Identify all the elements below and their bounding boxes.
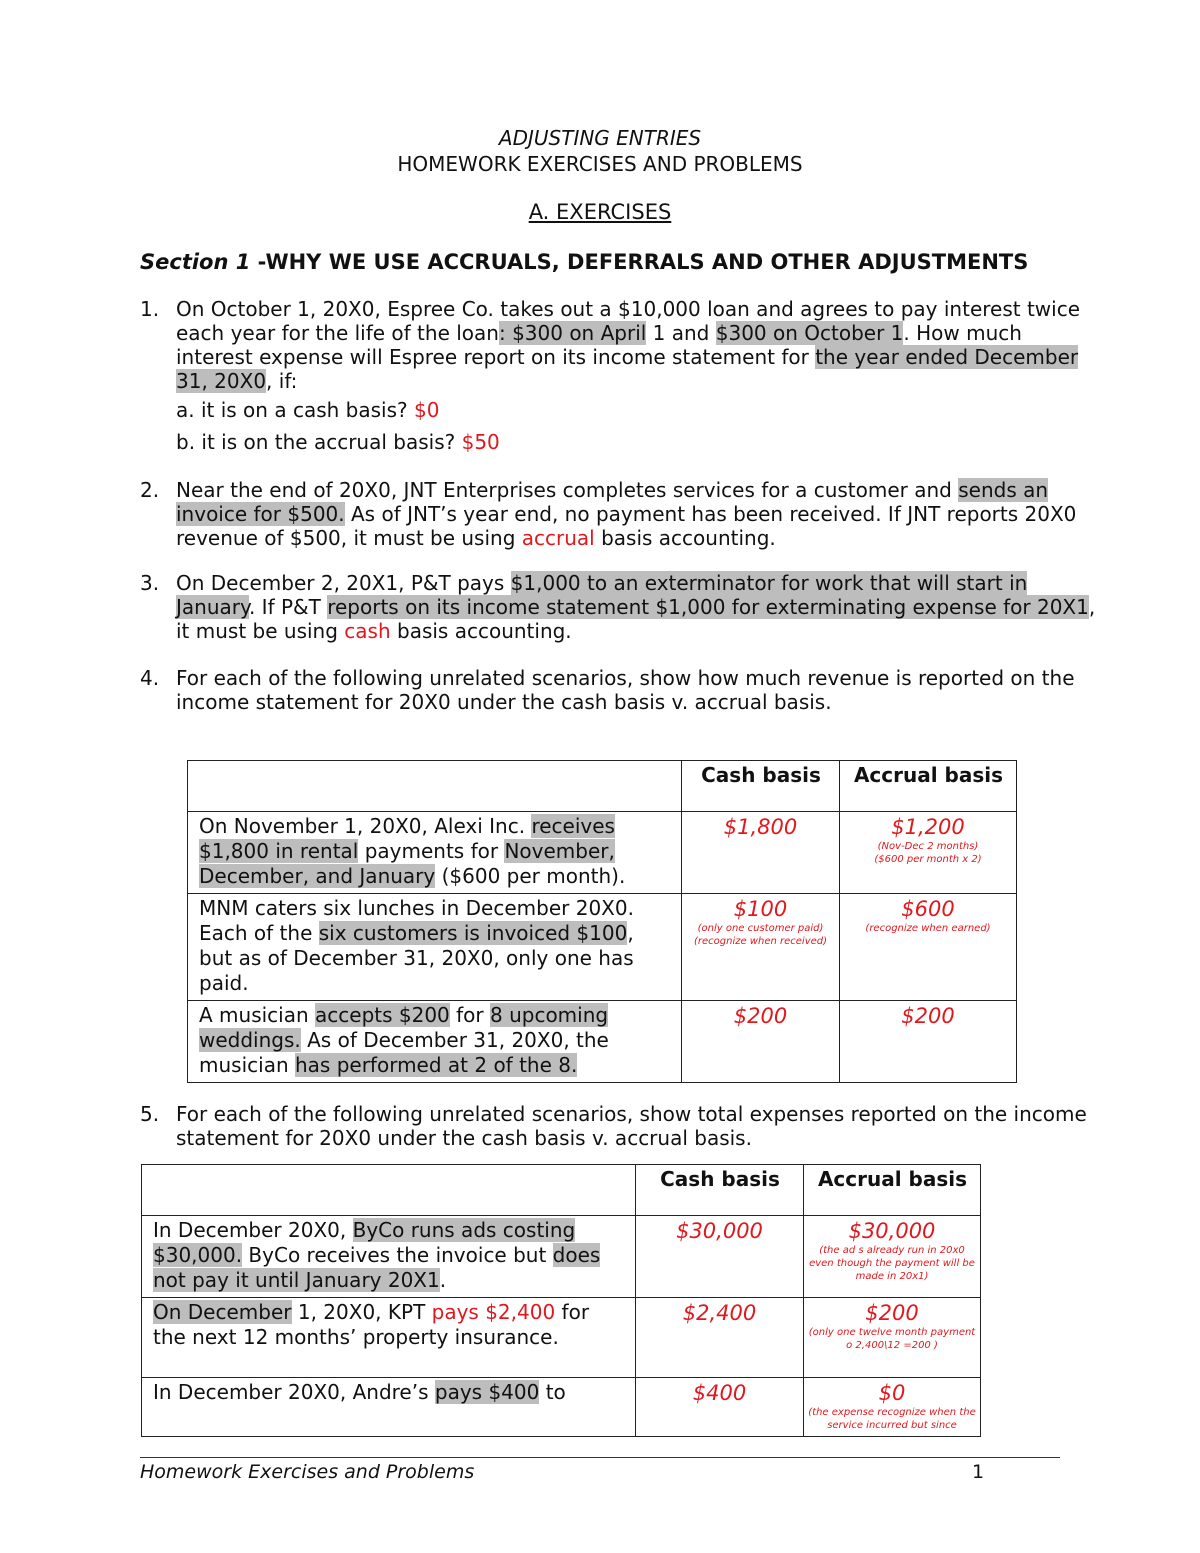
amount: $200 bbox=[865, 1301, 919, 1325]
text-run: As of December 31, 20X0, the musician bbox=[199, 1028, 609, 1077]
scenario-cell bbox=[188, 812, 682, 894]
table-row bbox=[188, 894, 1017, 1001]
text-run: for the next 12 months’ property insurance. bbox=[153, 1300, 590, 1349]
scenario-cell bbox=[188, 894, 682, 1001]
section-text: -WHY WE USE ACCRUALS, DEFERRALS AND OTHER ADJUSTMENTS bbox=[250, 250, 1029, 274]
highlight: ByCo runs ads costing $30,000. bbox=[153, 1218, 576, 1267]
question-number: 4. bbox=[140, 666, 160, 690]
table-row bbox=[142, 1216, 981, 1298]
answer: cash bbox=[344, 619, 391, 643]
expense-table bbox=[141, 1164, 981, 1437]
note: o 2,400\12 =200 ) bbox=[846, 1340, 938, 1351]
cash-amount-cell bbox=[682, 894, 840, 1001]
text-run: . bbox=[439, 1268, 447, 1292]
header-cash-basis: Cash basis bbox=[682, 761, 840, 812]
question-5 bbox=[140, 1102, 1100, 1152]
cash-amount-cell bbox=[682, 1001, 840, 1083]
part-heading: A. EXERCISES bbox=[528, 200, 672, 224]
highlight: 8 upcoming weddings. bbox=[199, 1003, 609, 1052]
note: (only one twelve month payment bbox=[808, 1327, 976, 1338]
scenario-cell bbox=[142, 1298, 636, 1378]
text-run: , if: bbox=[266, 369, 298, 393]
text-run: 1 and bbox=[646, 321, 716, 345]
scenario-cell bbox=[142, 1378, 636, 1437]
amount: $0 bbox=[878, 1381, 906, 1405]
red-text: pays $2,400 bbox=[431, 1300, 556, 1324]
cash-amount-cell bbox=[636, 1216, 804, 1298]
text-run: to bbox=[539, 1380, 566, 1404]
text-run: On December 2, 20X1, P&T pays bbox=[176, 571, 511, 595]
amount: $200 bbox=[901, 1004, 955, 1028]
amount: $30,000 bbox=[676, 1219, 763, 1243]
header-cell-empty bbox=[188, 761, 682, 812]
question-1 bbox=[140, 297, 1100, 397]
note: (Nov-Dec 2 months) bbox=[877, 841, 979, 852]
header-cell-empty bbox=[142, 1165, 636, 1216]
note: (recognize when received) bbox=[693, 936, 828, 947]
text-run: A musician bbox=[199, 1003, 316, 1027]
table-row bbox=[188, 812, 1017, 894]
note: ($600 per month x 2) bbox=[874, 854, 982, 865]
highlight: six customers is invoiced $100 bbox=[318, 921, 628, 945]
question-text bbox=[176, 478, 1096, 550]
table-row bbox=[142, 1378, 981, 1437]
text-run: payments for bbox=[358, 839, 505, 863]
accrual-amount-cell bbox=[804, 1378, 981, 1437]
amount: $30,000 bbox=[848, 1219, 936, 1243]
scenario-cell bbox=[188, 1001, 682, 1083]
accrual-amount-cell bbox=[840, 1001, 1017, 1083]
text-run: On October 1, 20X0, Espree Co. takes out a $10,000 loan and agrees to pay interest twice each year for the life of the loan bbox=[176, 297, 1081, 345]
question-1-part-b bbox=[176, 430, 500, 454]
text-run: . How much interest expense will Espree report on its income statement for bbox=[176, 321, 1022, 369]
highlight: pays $400 bbox=[434, 1380, 540, 1404]
text-run: In December 20X0, Andre’s bbox=[153, 1380, 435, 1404]
question-1-part-a bbox=[176, 398, 439, 422]
text-run: 1, 20X0, KPT bbox=[291, 1300, 432, 1324]
text-run: . If P&T bbox=[248, 595, 328, 619]
footer-divider bbox=[140, 1457, 1060, 1458]
text-run: ByCo receives the invoice but bbox=[242, 1243, 553, 1267]
amount: $2,400 bbox=[682, 1301, 757, 1325]
question-text: For each of the following unrelated scenarios, show how much revenue is reported on the income statement for 20X0 under the cash basis v. accrual basis. bbox=[176, 666, 1075, 714]
document-subtitle: HOMEWORK EXERCISES AND PROBLEMS bbox=[397, 152, 803, 176]
amount: $600 bbox=[901, 897, 955, 921]
note: (recognize when earned) bbox=[865, 923, 991, 934]
question-number: 1. bbox=[140, 297, 160, 321]
question-number: 2. bbox=[140, 478, 160, 502]
question-number: 5. bbox=[140, 1102, 160, 1126]
accrual-amount-cell bbox=[840, 894, 1017, 1001]
table-header-row bbox=[142, 1165, 981, 1216]
header-accrual-basis: Accrual basis bbox=[840, 761, 1017, 812]
text-run: for bbox=[449, 1003, 490, 1027]
header-cash-basis: Cash basis bbox=[636, 1165, 804, 1216]
text-run: As of JNT’s year end, no payment has been received. If JNT reports 20X0 revenue of $500, it must be using bbox=[176, 502, 1077, 550]
amount: $200 bbox=[733, 1004, 788, 1028]
highlight: does not pay it until January 20X1 bbox=[153, 1243, 601, 1292]
section-label: Section 1 bbox=[140, 250, 251, 274]
highlight: $300 on October 1 bbox=[715, 321, 904, 345]
text-run: , it must be using bbox=[176, 595, 1096, 643]
highlight: : $300 on April bbox=[498, 321, 647, 345]
part-label: a. it is on a cash basis? bbox=[176, 398, 414, 422]
amount: $400 bbox=[692, 1381, 747, 1405]
cash-amount-cell bbox=[682, 812, 840, 894]
footer-title: Homework Exercises and Problems bbox=[140, 1461, 475, 1483]
amount: $1,200 bbox=[891, 815, 965, 839]
text-run: MNM caters six lunches in December 20X0. Each of the bbox=[199, 896, 634, 945]
highlight: On December bbox=[153, 1300, 292, 1324]
question-3 bbox=[140, 571, 1100, 646]
question-text bbox=[176, 297, 1096, 393]
highlight: November, December, and January bbox=[199, 839, 615, 888]
highlight: reports on its income statement $1,000 for exterminating expense for 20X1 bbox=[327, 595, 1089, 619]
highlight: sends an invoice for $500. bbox=[176, 478, 1049, 526]
text-run: In December 20X0, bbox=[153, 1218, 353, 1242]
accrual-amount-cell bbox=[804, 1298, 981, 1378]
question-number: 3. bbox=[140, 571, 160, 595]
text-run: basis accounting. bbox=[594, 526, 776, 550]
answer: $50 bbox=[461, 430, 500, 454]
revenue-table bbox=[187, 760, 1017, 1083]
table-row bbox=[142, 1298, 981, 1378]
text-run: basis accounting. bbox=[390, 619, 572, 643]
text-run: Near the end of 20X0, JNT Enterprises completes services for a customer and bbox=[176, 478, 959, 502]
highlight: the year ended December 31, 20X0 bbox=[176, 345, 1079, 393]
question-text: For each of the following unrelated scenarios, show total expenses reported on the income statement for 20X0 under the cash basis v. accrual basis. bbox=[176, 1102, 1087, 1150]
note: (the expense recognize when the service incurred but since bbox=[808, 1407, 976, 1431]
highlight: accepts $200 bbox=[315, 1003, 450, 1027]
accrual-amount-cell bbox=[840, 812, 1017, 894]
cash-amount-cell bbox=[636, 1298, 804, 1378]
question-4 bbox=[140, 666, 1100, 741]
header-accrual-basis: Accrual basis bbox=[804, 1165, 981, 1216]
section-heading bbox=[140, 250, 1028, 274]
note: (only one customer paid) bbox=[697, 923, 824, 934]
accrual-amount-cell bbox=[804, 1216, 981, 1298]
table-row bbox=[188, 1001, 1017, 1083]
text-run: , but as of December 31, 20X0, only one has paid. bbox=[199, 921, 634, 995]
amount: $1,800 bbox=[723, 815, 798, 839]
page-number: 1 bbox=[972, 1461, 985, 1483]
highlight: receives $1,800 in rental bbox=[199, 814, 615, 863]
note: (the ad s already run in 20x0 even though the payment will be made in 20x1) bbox=[809, 1245, 975, 1282]
text-run: ($600 per month). bbox=[435, 864, 626, 888]
cash-amount-cell bbox=[636, 1378, 804, 1437]
highlight: has performed at 2 of the 8. bbox=[294, 1053, 578, 1077]
question-text bbox=[176, 571, 1096, 643]
answer: $0 bbox=[413, 398, 440, 422]
amount: $100 bbox=[733, 897, 788, 921]
part-label: b. it is on the accrual basis? bbox=[176, 430, 462, 454]
text-run: On November 1, 20X0, Alexi Inc. bbox=[199, 814, 532, 838]
question-2 bbox=[140, 478, 1100, 553]
answer: accrual bbox=[521, 526, 595, 550]
highlight: $1,000 to an exterminator for work that will start in January bbox=[176, 571, 1028, 619]
document-title: ADJUSTING ENTRIES bbox=[498, 126, 702, 150]
table-header-row bbox=[188, 761, 1017, 812]
scenario-cell bbox=[142, 1216, 636, 1298]
